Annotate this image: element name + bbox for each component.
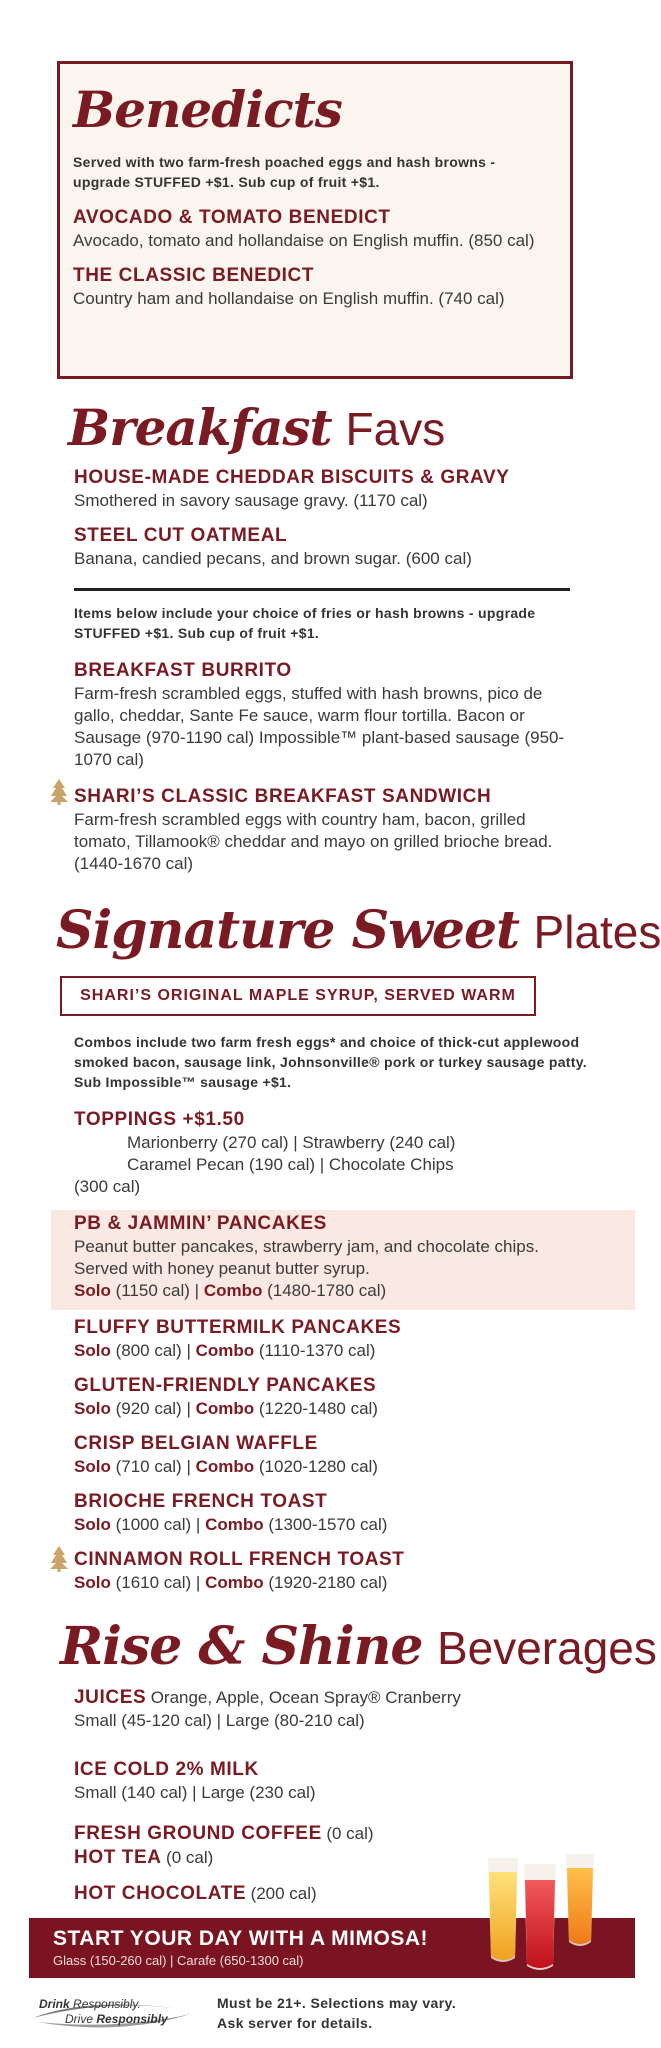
drink-responsibly-logo bbox=[29, 1992, 194, 2032]
item-name: HOT TEA bbox=[74, 1847, 162, 1868]
logo-text: Responsibly bbox=[96, 2012, 168, 2026]
solo-cal: (1150 cal) bbox=[115, 1281, 190, 1300]
item-desc: Farm-fresh scrambled eggs with country ham, bacon, grilled tomato, Tillamook® cheddar and mayo on grilled brioche bread. (1440-1670 cal) bbox=[74, 810, 553, 873]
item-cal bbox=[74, 1340, 574, 1362]
item-cal bbox=[74, 1280, 594, 1302]
item-desc: Banana, candied pecans, and brown sugar. (600 cal) bbox=[74, 549, 472, 568]
item-name: SHARI’S CLASSIC BREAKFAST SANDWICH bbox=[74, 786, 492, 807]
menu-item bbox=[74, 1374, 574, 1420]
beverage-item bbox=[74, 1822, 574, 1846]
combo-label: Combo bbox=[195, 1341, 255, 1360]
beverage-item bbox=[74, 1758, 574, 1804]
toppings-line: Marionberry (270 cal) | Strawberry (240 cal) bbox=[127, 1133, 456, 1152]
mimosa-sizes: Glass (150-260 cal) | Carafe (650-1300 cal) bbox=[53, 1953, 304, 1968]
separator: | bbox=[186, 1457, 191, 1476]
solo-label: Solo bbox=[74, 1341, 111, 1360]
solo-label: Solo bbox=[74, 1573, 111, 1592]
solo-label: Solo bbox=[74, 1457, 111, 1476]
toppings-name: TOPPINGS +$1.50 bbox=[74, 1109, 245, 1130]
syrup-banner: SHARI’S ORIGINAL MAPLE SYRUP, SERVED WARM bbox=[60, 976, 536, 1016]
signature-plates-title bbox=[56, 900, 661, 963]
item-desc: Peanut butter pancakes, strawberry jam, and chocolate chips. Served with honey peanut butter syrup. bbox=[74, 1237, 539, 1278]
item-name: FLUFFY BUTTERMILK PANCAKES bbox=[74, 1317, 402, 1338]
benedicts-note: Served with two farm-fresh poached eggs and hash browns - upgrade STUFFED +$1. Sub cup of fruit +$1. bbox=[73, 154, 496, 190]
item-name: ICE COLD 2% MILK bbox=[74, 1759, 259, 1780]
combo-label: Combo bbox=[195, 1457, 255, 1476]
beverage-item bbox=[74, 1686, 574, 1732]
separator: | bbox=[195, 1515, 201, 1534]
title-script: Rise & Shine bbox=[60, 1616, 423, 1677]
logo-text: Drive bbox=[65, 2012, 94, 2026]
item-desc: Avocado, tomato and hollandaise on English muffin. (850 cal) bbox=[73, 231, 535, 250]
tree-icon bbox=[50, 779, 68, 805]
pbj-item bbox=[74, 1212, 594, 1302]
menu-item bbox=[74, 1490, 574, 1536]
solo-label: Solo bbox=[74, 1515, 111, 1534]
item-name: HOT CHOCOLATE bbox=[74, 1883, 247, 1904]
item-name: AVOCADO & TOMATO BENEDICT bbox=[73, 207, 391, 228]
combo-cal: (1300-1570 cal) bbox=[268, 1515, 388, 1534]
combo-label: Combo bbox=[203, 1281, 263, 1300]
combo-label: Combo bbox=[205, 1515, 264, 1534]
item-name: GLUTEN-FRIENDLY PANCAKES bbox=[74, 1375, 377, 1396]
footer-line: Must be 21+. Selections may vary. bbox=[217, 1995, 456, 2011]
item-name: CRISP BELGIAN WAFFLE bbox=[74, 1433, 318, 1454]
item-cal bbox=[74, 1572, 574, 1594]
item-name: BREAKFAST BURRITO bbox=[74, 660, 292, 681]
menu-item bbox=[74, 466, 574, 512]
item-cal: (200 cal) bbox=[250, 1884, 317, 1903]
item-desc: Country ham and hollandaise on English muffin. (740 cal) bbox=[73, 289, 505, 308]
favs-sides-section bbox=[74, 603, 574, 887]
item-desc: Farm-fresh scrambled eggs, stuffed with hash browns, pico de gallo, cheddar, Sante Fe sauce, warm flour tortilla. Bacon or Sausage (970-1190 cal) Impossible™ plant-based sausage (950-1070 cal) bbox=[74, 684, 565, 769]
item-desc: Smothered in savory sausage gravy. (1170 cal) bbox=[74, 491, 428, 510]
item-cal bbox=[74, 1514, 574, 1536]
item-name: HOUSE-MADE CHEDDAR BISCUITS & GRAVY bbox=[74, 467, 510, 488]
solo-cal: (800 cal) bbox=[115, 1341, 182, 1360]
item-name: FRESH GROUND COFFEE bbox=[74, 1823, 322, 1844]
mimosa-glasses-icon bbox=[482, 1850, 602, 1975]
item-name: PB & JAMMIN’ PANCAKES bbox=[74, 1213, 327, 1234]
item-name: JUICES bbox=[74, 1687, 147, 1708]
separator: | bbox=[186, 1341, 191, 1360]
combo-cal: (1110-1370 cal) bbox=[258, 1341, 376, 1360]
separator: | bbox=[186, 1399, 191, 1418]
solo-cal: (1000 cal) bbox=[115, 1515, 192, 1534]
menu-item bbox=[74, 1432, 574, 1478]
breakfast-favs-section bbox=[74, 466, 574, 582]
menu-item bbox=[74, 1548, 574, 1594]
solo-cal: (920 cal) bbox=[115, 1399, 182, 1418]
plates-list bbox=[74, 1316, 574, 1606]
combo-label: Combo bbox=[205, 1573, 264, 1592]
logo-text: Responsibly. bbox=[73, 1997, 141, 2011]
title-sans: Plates bbox=[533, 906, 661, 958]
item-desc: Orange, Apple, Ocean Spray® Cranberry bbox=[150, 1688, 461, 1707]
menu-item bbox=[73, 206, 556, 252]
item-name: BRIOCHE FRENCH TOAST bbox=[74, 1491, 328, 1512]
combo-cal: (1480-1780 cal) bbox=[267, 1281, 387, 1300]
footer-line: Ask server for details. bbox=[217, 2015, 373, 2031]
menu-item bbox=[73, 264, 556, 310]
menu-item bbox=[74, 785, 574, 875]
combo-cal: (1920-2180 cal) bbox=[268, 1573, 388, 1592]
menu-item bbox=[74, 1316, 574, 1362]
separator: | bbox=[194, 1281, 200, 1300]
logo-text: Drink bbox=[39, 1997, 70, 2011]
svg-text:Drink Responsibly. bbox=[39, 1997, 141, 2011]
item-cal bbox=[74, 1398, 574, 1420]
toppings-line: (300 cal) bbox=[74, 1177, 141, 1196]
item-name: STEEL CUT OATMEAL bbox=[74, 525, 288, 546]
section-divider bbox=[74, 588, 570, 591]
title-sans: Favs bbox=[345, 403, 446, 455]
item-cal bbox=[74, 1456, 574, 1478]
favs-note: Items below include your choice of fries or hash browns - upgrade STUFFED +$1. Sub cup of fruit +$1. bbox=[74, 605, 536, 641]
item-sizes: Small (45-120 cal) | Large (80-210 cal) bbox=[74, 1711, 365, 1730]
tree-icon bbox=[50, 1546, 68, 1572]
breakfast-favs-title bbox=[68, 398, 445, 459]
benedicts-title: Benedicts bbox=[73, 80, 342, 139]
item-cal: (0 cal) bbox=[166, 1848, 214, 1867]
mimosa-title: START YOUR DAY WITH A MIMOSA! bbox=[53, 1927, 429, 1950]
solo-cal: (1610 cal) bbox=[115, 1573, 192, 1592]
combo-note-section bbox=[74, 1032, 594, 1092]
svg-text:Drive Responsibly bbox=[65, 2012, 169, 2026]
combo-note: Combos include two farm fresh eggs* and choice of thick-cut applewood smoked bacon, sausage link, Johnsonville® pork or turkey sausage patty. Sub Impossible™ sausage +$1. bbox=[74, 1034, 587, 1090]
combo-cal: (1220-1480 cal) bbox=[258, 1399, 378, 1418]
solo-cal: (710 cal) bbox=[115, 1457, 182, 1476]
item-name: CINNAMON ROLL FRENCH TOAST bbox=[74, 1549, 405, 1570]
item-name: THE CLASSIC BENEDICT bbox=[73, 265, 315, 286]
toppings-line: Caramel Pecan (190 cal) | Chocolate Chips bbox=[127, 1155, 454, 1174]
title-script: Breakfast bbox=[68, 398, 332, 457]
item-cal: (0 cal) bbox=[326, 1824, 374, 1843]
combo-label: Combo bbox=[195, 1399, 255, 1418]
menu-item bbox=[74, 524, 574, 570]
beverages-title bbox=[60, 1616, 657, 1679]
benedicts-section bbox=[57, 61, 573, 379]
solo-label: Solo bbox=[74, 1281, 111, 1300]
separator: | bbox=[195, 1573, 201, 1592]
footer-note bbox=[217, 1993, 456, 2033]
item-sizes: Small (140 cal) | Large (230 cal) bbox=[74, 1783, 316, 1802]
toppings-section bbox=[74, 1108, 574, 1198]
menu-item bbox=[74, 659, 574, 771]
combo-cal: (1020-1280 cal) bbox=[258, 1457, 378, 1476]
title-script: Signature Sweet bbox=[56, 900, 520, 961]
title-sans: Beverages bbox=[436, 1622, 657, 1674]
solo-label: Solo bbox=[74, 1399, 111, 1418]
